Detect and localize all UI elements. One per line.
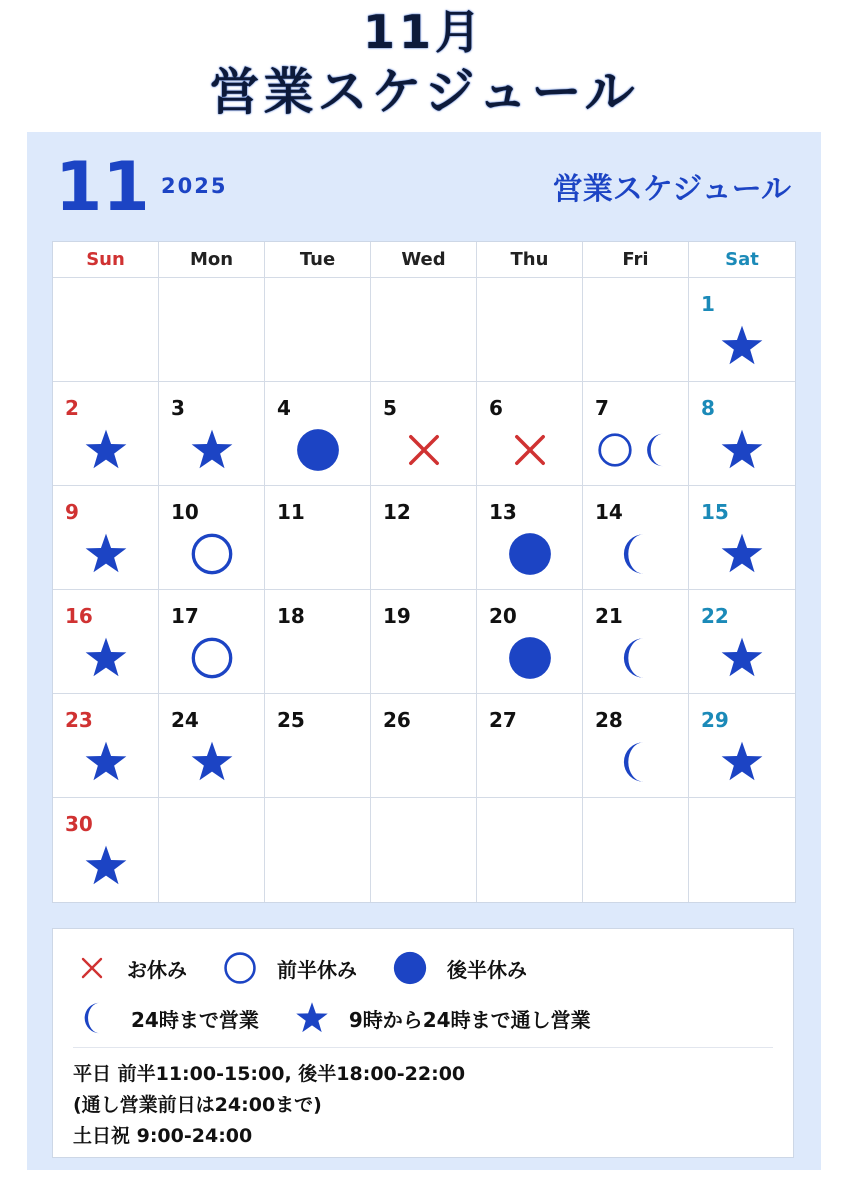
day-mark xyxy=(689,530,795,578)
day-cell xyxy=(583,798,689,902)
day-number: 2 xyxy=(65,396,79,420)
day-number: 8 xyxy=(701,396,715,420)
day-cell xyxy=(159,798,265,902)
day-cell xyxy=(371,382,477,486)
day-cell xyxy=(477,382,583,486)
star-icon xyxy=(720,636,764,680)
day-cell xyxy=(265,694,371,798)
day-number: 4 xyxy=(277,396,291,420)
day-mark xyxy=(53,842,158,890)
day-mark xyxy=(583,634,688,682)
day-cell xyxy=(159,486,265,590)
day-cell xyxy=(265,278,371,382)
day-mark xyxy=(477,634,582,682)
day-cell xyxy=(689,382,795,486)
business-hours xyxy=(73,1059,465,1152)
cross-icon xyxy=(77,953,117,983)
page-title: 営業スケジュール xyxy=(209,63,639,121)
day-cell xyxy=(53,590,159,694)
day-mark xyxy=(159,530,264,578)
day-cell xyxy=(265,590,371,694)
day-mark xyxy=(53,738,158,786)
day-mark xyxy=(159,426,264,474)
day-cell xyxy=(477,486,583,590)
weekday-sun: Sun xyxy=(53,242,159,278)
cross-icon xyxy=(402,428,446,472)
open-circle-icon xyxy=(190,532,234,576)
day-number: 14 xyxy=(595,500,623,524)
day-number: 28 xyxy=(595,708,623,732)
day-mark xyxy=(689,634,795,682)
day-cell xyxy=(477,590,583,694)
day-number: 13 xyxy=(489,500,517,524)
legend-until-24 xyxy=(77,1001,259,1035)
day-cell xyxy=(53,694,159,798)
filled-circle-icon xyxy=(508,636,552,680)
day-number: 7 xyxy=(595,396,609,420)
day-number: 3 xyxy=(171,396,185,420)
day-number: 26 xyxy=(383,708,411,732)
star-icon xyxy=(295,1001,339,1035)
day-number: 6 xyxy=(489,396,503,420)
legend-second-half-off xyxy=(393,951,527,985)
star-icon xyxy=(84,844,128,888)
day-mark xyxy=(265,426,370,474)
day-number: 18 xyxy=(277,604,305,628)
filled-circle-icon xyxy=(296,428,340,472)
day-cell xyxy=(689,798,795,902)
weekday-mon: Mon xyxy=(159,242,265,278)
legend-through xyxy=(295,1001,591,1035)
legend-through-label: 9時から24時まで通し営業 xyxy=(348,1007,591,1032)
crescent-moon-icon xyxy=(639,432,675,468)
day-number: 25 xyxy=(277,708,305,732)
day-cell xyxy=(689,590,795,694)
day-number: 5 xyxy=(383,396,397,420)
day-mark xyxy=(583,530,688,578)
star-icon xyxy=(84,740,128,784)
crescent-moon-icon xyxy=(614,740,658,784)
day-mark xyxy=(583,426,688,474)
cross-icon xyxy=(508,428,552,472)
day-cell xyxy=(371,798,477,902)
day-cell xyxy=(477,798,583,902)
legend-closed xyxy=(77,953,187,983)
day-cell xyxy=(371,278,477,382)
calendar-month: 11 xyxy=(55,148,150,227)
schedule-panel xyxy=(27,132,821,1170)
legend-second-half-off-label: 後半休み xyxy=(447,957,527,982)
legend-until-24-label: 24時まで営業 xyxy=(131,1007,259,1032)
weekday-fri: Fri xyxy=(583,242,689,278)
legend-divider xyxy=(73,1047,773,1048)
star-icon xyxy=(84,636,128,680)
filled-circle-icon xyxy=(508,532,552,576)
weekday-sat: Sat xyxy=(689,242,795,278)
filled-circle-icon xyxy=(393,951,437,985)
day-mark xyxy=(159,738,264,786)
day-cell xyxy=(371,486,477,590)
day-number: 19 xyxy=(383,604,411,628)
day-mark xyxy=(371,426,476,474)
day-number: 24 xyxy=(171,708,199,732)
day-number: 12 xyxy=(383,500,411,524)
weekday-tue: Tue xyxy=(265,242,371,278)
calendar-grid xyxy=(52,241,796,903)
day-number: 9 xyxy=(65,500,79,524)
day-cell xyxy=(583,590,689,694)
day-cell xyxy=(583,486,689,590)
day-number: 30 xyxy=(65,812,93,836)
open-circle-icon xyxy=(223,951,267,985)
legend-row-2 xyxy=(77,1001,627,1035)
day-cell xyxy=(265,382,371,486)
day-number: 17 xyxy=(171,604,199,628)
day-mark xyxy=(689,426,795,474)
day-mark xyxy=(53,530,158,578)
crescent-moon-icon xyxy=(77,1001,121,1035)
day-number: 27 xyxy=(489,708,517,732)
day-mark xyxy=(53,426,158,474)
day-cell xyxy=(159,590,265,694)
day-cell xyxy=(159,382,265,486)
hours-weekday: 平日 前半11:00-15:00, 後半18:00-22:00 xyxy=(73,1063,466,1085)
legend xyxy=(52,928,794,1158)
day-cell xyxy=(689,278,795,382)
day-cell xyxy=(477,278,583,382)
star-icon xyxy=(84,532,128,576)
day-cell xyxy=(265,486,371,590)
weekday-thu: Thu xyxy=(477,242,583,278)
legend-first-half-off-label: 前半休み xyxy=(277,957,357,982)
day-cell xyxy=(265,798,371,902)
day-cell xyxy=(689,486,795,590)
day-cell xyxy=(583,382,689,486)
day-cell xyxy=(53,486,159,590)
hours-note: (通し営業前日は24:00まで) xyxy=(73,1094,322,1116)
day-number: 29 xyxy=(701,708,729,732)
day-cell xyxy=(689,694,795,798)
day-mark xyxy=(689,322,795,370)
day-cell xyxy=(159,694,265,798)
day-mark xyxy=(53,634,158,682)
day-number: 22 xyxy=(701,604,729,628)
day-mark xyxy=(159,634,264,682)
day-number: 21 xyxy=(595,604,623,628)
day-cell xyxy=(583,694,689,798)
open-circle-icon xyxy=(597,432,633,468)
day-mark xyxy=(477,530,582,578)
day-cell xyxy=(477,694,583,798)
day-cell xyxy=(371,694,477,798)
star-icon xyxy=(84,428,128,472)
day-cell xyxy=(53,382,159,486)
star-icon xyxy=(720,532,764,576)
star-icon xyxy=(190,428,234,472)
day-number: 20 xyxy=(489,604,517,628)
open-circle-icon xyxy=(190,636,234,680)
day-number: 16 xyxy=(65,604,93,628)
day-cell xyxy=(53,798,159,902)
star-icon xyxy=(190,740,234,784)
legend-closed-label: お休み xyxy=(127,957,187,982)
star-icon xyxy=(720,324,764,368)
day-number: 23 xyxy=(65,708,93,732)
calendar-label: 営業スケジュール xyxy=(552,172,791,207)
day-number: 1 xyxy=(701,292,715,316)
legend-row-1 xyxy=(77,951,563,985)
day-mark xyxy=(477,426,582,474)
day-mark xyxy=(583,738,688,786)
day-number: 11 xyxy=(277,500,305,524)
star-icon xyxy=(720,428,764,472)
day-mark xyxy=(689,738,795,786)
crescent-moon-icon xyxy=(614,636,658,680)
day-cell xyxy=(159,278,265,382)
weekday-wed: Wed xyxy=(371,242,477,278)
hours-holiday: 土日祝 9:00-24:00 xyxy=(73,1125,253,1147)
day-cell xyxy=(371,590,477,694)
day-cell xyxy=(583,278,689,382)
crescent-moon-icon xyxy=(614,532,658,576)
day-cell xyxy=(53,278,159,382)
page-title-month: 11月 xyxy=(362,5,485,59)
calendar-year: 2025 xyxy=(161,174,228,198)
star-icon xyxy=(720,740,764,784)
legend-first-half-off xyxy=(223,951,357,985)
day-number: 15 xyxy=(701,500,729,524)
day-number: 10 xyxy=(171,500,199,524)
